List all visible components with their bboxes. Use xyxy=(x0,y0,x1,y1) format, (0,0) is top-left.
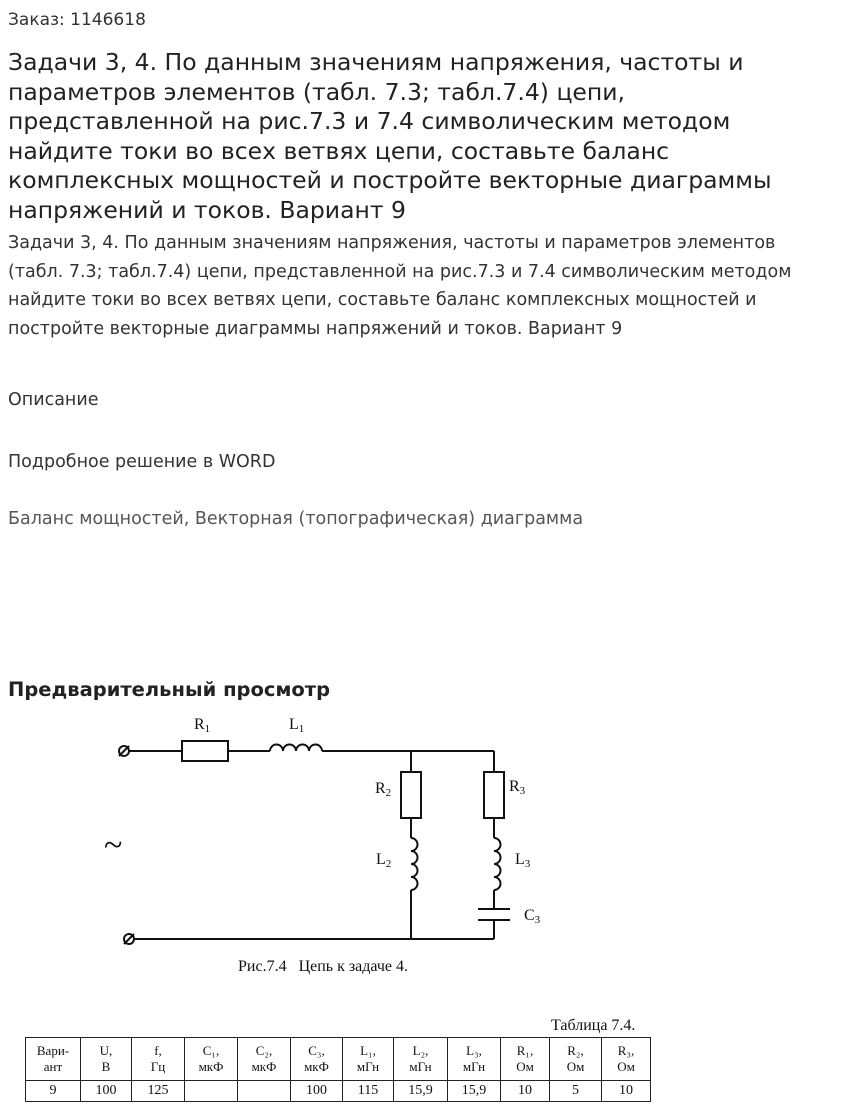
table-header-cell: R₃, Ом xyxy=(602,1038,651,1081)
table-cell: 9 xyxy=(26,1081,81,1102)
inductor-l3 xyxy=(494,838,501,890)
table-header-cell: C₃, мкФ xyxy=(291,1038,343,1081)
table-header-cell: L₁, мГн xyxy=(343,1038,394,1081)
resistor-r3 xyxy=(484,772,504,818)
figure-caption: Рис.7.4 Цепь к задаче 4. xyxy=(238,958,409,975)
svg-text:R2: R2 xyxy=(375,780,392,799)
inductor-l2 xyxy=(411,838,418,890)
table-header-cell: R₁, Ом xyxy=(501,1038,550,1081)
section-label: Описание xyxy=(8,390,99,410)
table-header-cell: L₃, мГн xyxy=(448,1038,501,1081)
table-header-row xyxy=(26,1038,651,1081)
svg-text:L3: L3 xyxy=(515,851,531,870)
resistor-r1 xyxy=(182,741,228,761)
resistor-r2 xyxy=(401,772,421,818)
table-header-cell: f, Гц xyxy=(132,1038,185,1081)
table-cell xyxy=(185,1081,238,1102)
table-cell: 100 xyxy=(291,1081,343,1102)
preview-heading: Предварительный просмотр xyxy=(8,678,331,701)
svg-text:L1: L1 xyxy=(289,716,305,735)
table-cell: 100 xyxy=(81,1081,132,1102)
table-header-cell: C₁, мкФ xyxy=(185,1038,238,1081)
table-cell xyxy=(238,1081,291,1102)
table-header-cell: Вари- ант xyxy=(26,1038,81,1081)
table-header-cell: C₂, мкФ xyxy=(238,1038,291,1081)
table-cell: 5 xyxy=(550,1081,602,1102)
parameters-table xyxy=(25,1037,651,1102)
table-cell: 15,9 xyxy=(394,1081,448,1102)
inductor-l1 xyxy=(270,745,322,751)
tag-list xyxy=(8,509,583,529)
tag-link[interactable]: Векторная (топографическая) диаграмма xyxy=(194,509,584,529)
table-header-cell: L₂, мГн xyxy=(394,1038,448,1081)
table-cell: 15,9 xyxy=(448,1081,501,1102)
svg-text:R1: R1 xyxy=(194,716,211,735)
tag-link[interactable]: Баланс мощностей xyxy=(8,509,184,529)
solution-note: Подробное решение в WORD xyxy=(8,452,276,472)
task-description: Задачи 3, 4. По данным значениям напряжения, частоты и параметров элементов (табл. 7.3; табл.7.4) цепи, представленной на рис.7.3 и 7.4 символическим методом найдите токи во всех ветвях цепи, составьте баланс комплексных мощностей и постройте векторные диаграммы напряжений и токов. Вариант 9 xyxy=(8,233,792,339)
page-title: Задачи 3, 4. По данным значениям напряжения, частоты и параметров элементов (табл. 7.3; табл.7.4) цепи, представленной на рис.7.3 и 7.4 символическим методом найдите токи во всех ветвях цепи, составьте баланс комплексных мощностей и постройте векторные диаграммы напряжений и токов. Вариант 9 xyxy=(8,48,772,224)
tag-separator: , xyxy=(183,509,195,529)
order-number: Заказ: 1146618 xyxy=(8,10,146,30)
svg-text:L2: L2 xyxy=(376,851,392,870)
table-header-cell: R₂, Ом xyxy=(550,1038,602,1081)
table-cell: 125 xyxy=(132,1081,185,1102)
ac-source-symbol: ~ xyxy=(104,827,123,864)
table-row xyxy=(26,1081,651,1102)
table-cell: 10 xyxy=(501,1081,550,1102)
table-cell: 10 xyxy=(602,1081,651,1102)
svg-text:C3: C3 xyxy=(524,907,541,926)
svg-text:R3: R3 xyxy=(509,778,526,797)
table-header-cell: U, В xyxy=(81,1038,132,1081)
table-caption: Таблица 7.4. xyxy=(551,1017,636,1034)
table-cell: 115 xyxy=(343,1081,394,1102)
circuit-diagram xyxy=(0,700,847,955)
